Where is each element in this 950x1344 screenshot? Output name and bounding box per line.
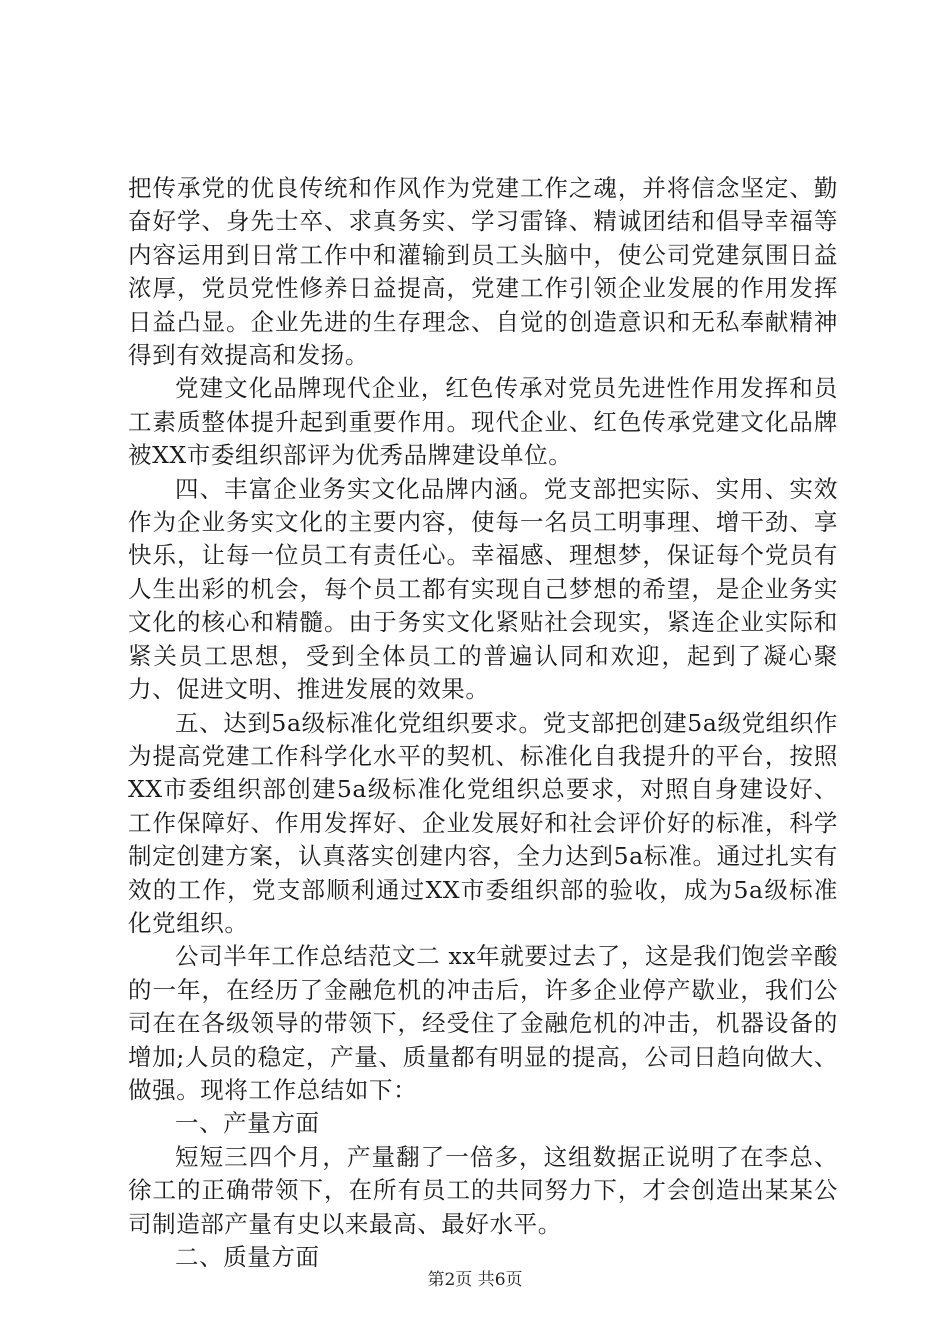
section-heading: 二、质量方面 <box>175 1243 320 1271</box>
page-number-footer: 第2页 共6页 <box>427 1270 523 1290</box>
section-heading: 一、产量方面 <box>175 1109 320 1138</box>
paragraph: 五、达到5a级标准化党组织要求。党支部把创建5a级党组织作为提高党建工作科学化水平的契机、标准化自我提升的平台，按照XX市委组织部创建5a级标准化党组织总要求，对照自身建设好、工作保障好、作用发挥好、企业发展好和社会评价好的标准，科学制定创建方案，认真落实创建内容，全力达到5a标准。通过扎实有效的工作，党支部顺利通过XX市委组织部的验收，成为5a级标准化党组织。 <box>128 708 838 937</box>
paragraph: 短短三四个月，产量翻了一倍多，这组数据正说明了在李总、徐工的正确带领下，在所有员工的共同努力下，才会创造出某某公司制造部产量有史以来最高、最好水平。 <box>128 1142 838 1238</box>
paragraph: 四、丰富企业务实文化品牌内涵。党支部把实际、实用、实效作为企业务实文化的主要内容，使每一名员工明事理、增干劲、享快乐，让每一位员工有责任心。幸福感、理想梦，保证每个党员有人生出彩的机会，每个员工都有实现自己梦想的希望，是企业务实文化的核心和精髓。由于务实文化紧贴社会现实，紧连企业实际和紧关员工思想，受到全体员工的普遍认同和欢迎，起到了凝心聚力、促进文明、推进发展的效果。 <box>128 474 838 704</box>
paragraph: 公司半年工作总结范文二 xx年就要过去了，这是我们饱尝辛酸的一年，在经历了金融危机的冲击后，许多企业停产歇业，我们公司在在各级领导的带领下，经受住了金融危机的冲击，机器设备的增加;人员的稳定，产量、质量都有明显的提高，公司日趋向做大、做强。现将工作总结如下： <box>128 942 838 1104</box>
paragraph: 把传承党的优良传统和作风作为党建工作之魂，并将信念坚定、勤奋好学、身先士卒、求真务实、学习雷锋、精诚团结和倡导幸福等内容运用到日常工作中和灌输到员工头脑中，使公司党建氛围日益浓厚，党员党性修养日益提高，党建工作引领企业发展的作用发挥日益凸显。企业先进的生存理念、自觉的创造意识和无私奉献精神得到有效提高和发扬。 <box>128 174 838 370</box>
document-body <box>128 172 838 1274</box>
paragraph: 党建文化品牌现代企业，红色传承对党员先进性作用发挥和员工素质整体提升起到重要作用。现代企业、红色传承党建文化品牌被XX市委组织部评为优秀品牌建设单位。 <box>128 374 838 470</box>
